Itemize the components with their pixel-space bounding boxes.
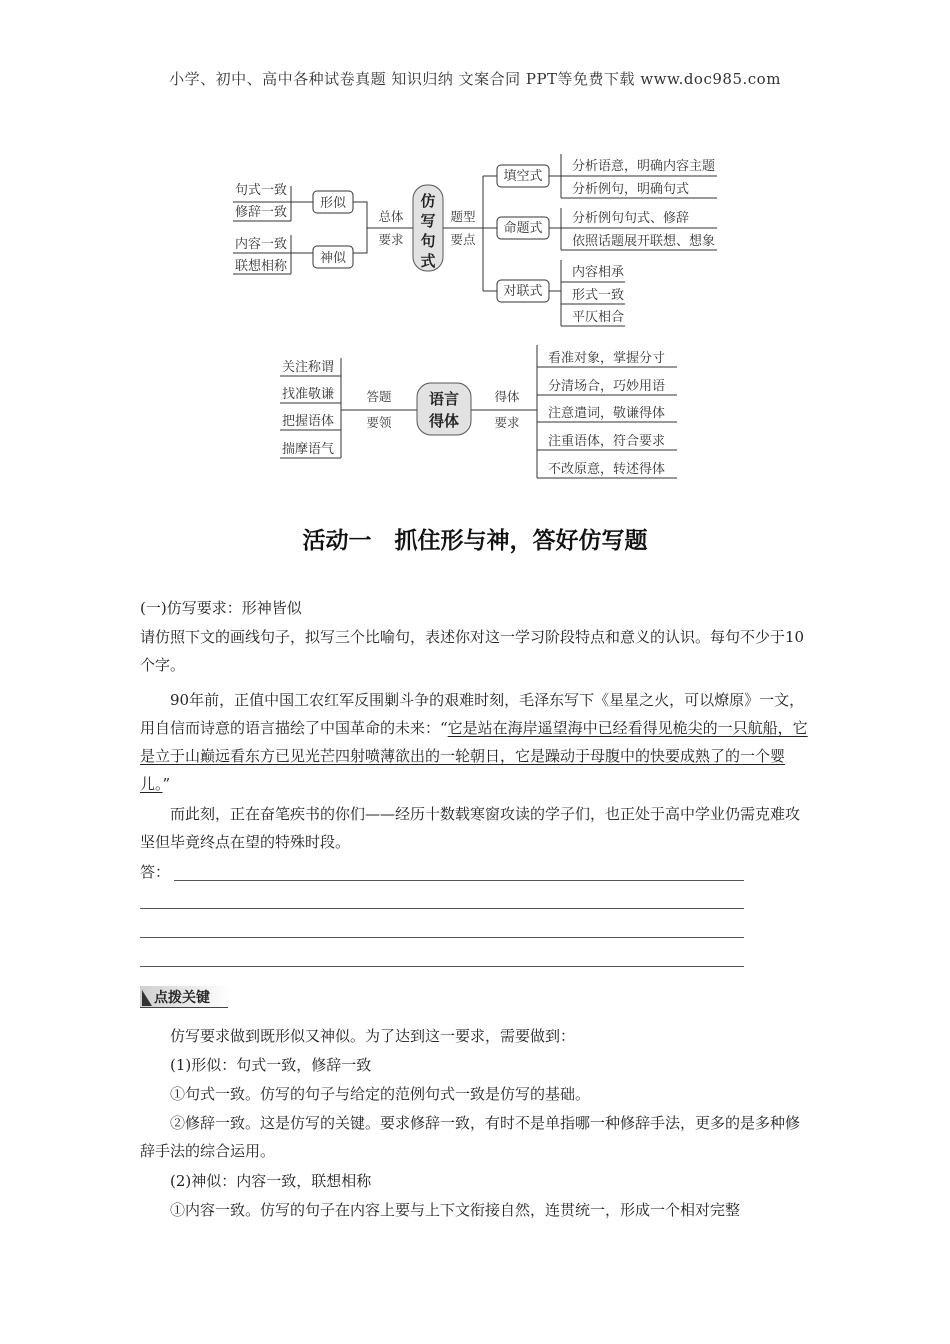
tip-line: ①内容一致。仿写的句子在内容上要与上下文衔接自然，连贯统一，形成一个相对完整 <box>170 1201 741 1219</box>
mm2-group-label: 要求 <box>494 415 520 430</box>
mm2-leaf: 分清场合，巧妙用语 <box>548 379 666 394</box>
mm2-center-2: 得体 <box>428 412 460 430</box>
mm2-leaf: 找准敬谦 <box>282 387 335 402</box>
page-header: 小学、初中、高中各种试卷真题 知识归纳 文案合同 PPT等免费下载 www.doc985.com <box>169 70 781 88</box>
mm1-group-label: 要求 <box>378 232 404 247</box>
mm1-leaf: 句式一致 <box>235 183 288 198</box>
mm2-leaf: 不改原意，转述得体 <box>548 462 666 477</box>
mm1-leaf: 内容一致 <box>235 237 288 252</box>
mm2-leaf: 看准对象，掌握分寸 <box>548 351 666 366</box>
mm2-leaf: 关注称谓 <box>282 360 335 375</box>
section-title: 活动一 抓住形与神，答好仿写题 <box>302 528 648 554</box>
mm1-leaf: 修辞一致 <box>235 205 288 220</box>
mm1-leaf: 依照话题展开联想、想象 <box>572 234 716 249</box>
question-heading: (一)仿写要求：形神皆似 <box>140 599 302 617</box>
mm2-group-label: 答题 <box>366 389 392 404</box>
tip-line: 仿写要求做到既形似又神似。为了达到这一要求，需要做到： <box>170 1027 576 1045</box>
question-prompt: 请仿照下文的画线句子，拟写三个比喻句，表述你对这一学习阶段特点和意义的认识。每句不少于10个字。 <box>140 628 805 674</box>
answer-line[interactable] <box>174 880 744 881</box>
mm1-center-1: 仿 <box>420 192 436 210</box>
mm1-center-2: 写 <box>420 212 436 230</box>
mm1-node: 填空式 <box>503 169 543 184</box>
mindmap-appropriate-language <box>275 340 685 482</box>
tip-tag <box>140 986 230 1008</box>
mm1-leaf: 分析例句，明确句式 <box>572 182 690 197</box>
tip-line: (1)形似：句式一致，修辞一致 <box>170 1056 372 1074</box>
mm1-center-4: 式 <box>420 252 436 270</box>
answer-line[interactable] <box>140 908 744 909</box>
mm1-group-label: 要点 <box>450 232 476 247</box>
mm2-group-label: 要领 <box>366 415 392 430</box>
mm1-node: 神似 <box>319 251 347 266</box>
answer-line[interactable] <box>140 966 744 967</box>
mm2-center-1: 语言 <box>428 390 460 408</box>
mm2-leaf: 揣摩语气 <box>282 442 335 457</box>
mm1-leaf: 联想相称 <box>235 259 288 274</box>
tip-line: ①句式一致。仿写的句子与给定的范例句式一致是仿写的基础。 <box>170 1085 591 1103</box>
tip-label: 点拨关键 <box>154 990 210 1006</box>
mm2-leaf: 把握语体 <box>282 414 335 429</box>
tip-line: ②修辞一致。这是仿写的关键。要求修辞一致，有时不是单指哪一种修辞手法，更多的是多种修辞手法的综合运用。 <box>140 1114 801 1160</box>
mm1-group-label: 总体 <box>378 209 404 224</box>
answer-line[interactable] <box>140 937 744 938</box>
mm1-node: 命题式 <box>503 221 543 236</box>
mm2-leaf: 注意遣词，敬谦得体 <box>548 406 666 421</box>
passage-1: 90年前，正值中国工农红军反围剿斗争的艰难时刻，毛泽东写下《星星之火，可以燎原》一文，用自信而诗意的语言描绘了中国革命的未来：“它是站在海岸遥望海中已经看得见桅尖的一只航船，它是立于山巅远看东方已见光芒四射喷薄欲出的一轮朝日，它是躁动于母腹中的快要成熟了的一个婴儿。” <box>140 691 808 793</box>
mm2-leaf: 注重语体，符合要求 <box>548 434 666 449</box>
mm1-center-3: 句 <box>420 232 436 250</box>
mm1-node: 对联式 <box>503 284 543 299</box>
answer-label: 答： <box>140 863 171 881</box>
tip-line: (2)神似：内容一致，联想相称 <box>170 1172 372 1190</box>
mm1-leaf: 形式一致 <box>572 288 625 303</box>
mm1-leaf: 平仄相合 <box>572 310 625 325</box>
mm1-node: 形似 <box>319 196 347 211</box>
underlined-sentence: 它是站在海岸遥望海中已经看得见桅尖的一只航船，它是立于山巅远看东方已见光芒四射喷薄欲出的一轮朝日，它是躁动于母腹中的快要成熟了的一个婴儿。 <box>140 719 808 793</box>
mm1-leaf: 分析语意，明确内容主题 <box>572 159 716 174</box>
mm1-leaf: 内容相承 <box>572 265 625 280</box>
mm1-group-label: 题型 <box>450 209 476 224</box>
passage-2: 而此刻，正在奋笔疾书的你们——经历十数载寒窗攻读的学子们，也正处于高中学业仍需克难攻坚但毕竟终点在望的特殊时段。 <box>140 805 801 851</box>
mindmap-imitation <box>225 148 725 333</box>
mm1-leaf: 分析例句句式、修辞 <box>572 211 690 226</box>
mm2-group-label: 得体 <box>494 389 520 404</box>
